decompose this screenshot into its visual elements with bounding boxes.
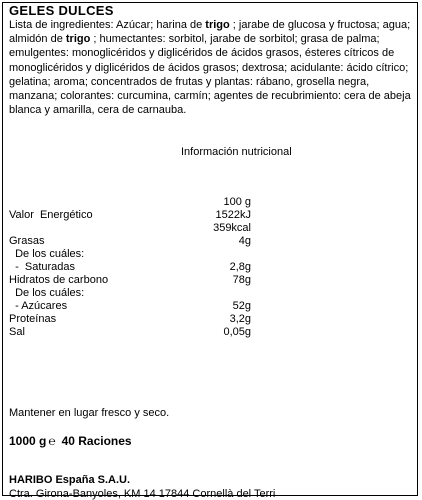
nutrition-label: Sal	[9, 326, 25, 338]
label-sheet	[2, 2, 418, 500]
estimated-sign-icon: ℮	[48, 434, 56, 448]
nutrition-value: 0,05g	[223, 326, 251, 338]
pack-info	[9, 434, 132, 448]
nutrition-row	[3, 274, 419, 287]
nutrition-label: Proteínas	[9, 313, 57, 325]
nutrition-title: Información nutricional	[181, 146, 292, 158]
nutrition-row	[3, 287, 419, 300]
nutrition-label: Valor Energético	[9, 209, 93, 221]
nutrition-label: - Saturadas	[9, 261, 76, 273]
storage-instructions: Mantener en lugar fresco y seco.	[9, 407, 170, 419]
nutrition-label: Hidratos de carbono	[9, 274, 109, 286]
portions: 40 Raciones	[61, 434, 132, 448]
nutrition-row	[3, 196, 419, 209]
nutrition-value: 3,2g	[229, 313, 251, 325]
company-name: HARIBO España S.A.U.	[9, 474, 131, 486]
nutrition-value: 52g	[232, 300, 251, 312]
nutrition-row	[3, 248, 419, 261]
nutrition-row	[3, 235, 419, 248]
net-weight: 1000 g	[9, 434, 47, 448]
nutrition-value: 1522kJ	[215, 209, 251, 221]
nutrition-value: 2,8g	[229, 261, 251, 273]
ingredients-text: ; jarabe de glucosa y fructosa; agua; almidón de	[9, 19, 411, 46]
nutrition-row	[3, 313, 419, 326]
nutrition-label: - Azúcares	[9, 300, 68, 312]
nutrition-row	[3, 326, 419, 339]
nutrition-row	[3, 222, 419, 235]
nutrition-value: 100 g	[223, 196, 251, 208]
ingredients-text: Lista de ingredientes: Azúcar; harina de	[9, 19, 206, 31]
allergen-wheat: trigo	[205, 19, 230, 31]
nutrition-value: 78g	[232, 274, 251, 286]
nutrition-row	[3, 261, 419, 274]
nutrition-value: 359kcal	[213, 222, 251, 234]
ingredients-list	[9, 18, 413, 117]
nutrition-row	[3, 300, 419, 313]
allergen-wheat: trigo	[65, 33, 91, 46]
ingredients-text: ; humectantes: sorbitol, jarabe de sorbitol; grasa de palma; emulgentes: monoglicéridos y diglicéridos de ácidos grasos, ésteres cítricos de monoglicéridos y diglicéridos de ácidos grasos; dextrosa; acidulante: ácido cítrico; gelatina; aroma; concentrados de frutas y plantas: rábano, grosella negra, manzana; colorantes: curcumina, carmín; agentes de recubrimiento: cera de abeja blanca y amarilla, cera de carnauba.	[9, 33, 411, 117]
nutrition-row	[3, 209, 419, 222]
nutrition-value: 4g	[238, 235, 251, 247]
nutrition-label: De los cuáles:	[9, 248, 85, 260]
nutrition-label: Grasas	[9, 235, 45, 247]
nutrition-label: De los cuáles:	[9, 287, 85, 299]
product-title: GELES DULCES	[9, 3, 114, 18]
company-address: Ctra. Girona-Banyoles, KM 14 17844 Cornellà del Terri	[9, 488, 276, 500]
